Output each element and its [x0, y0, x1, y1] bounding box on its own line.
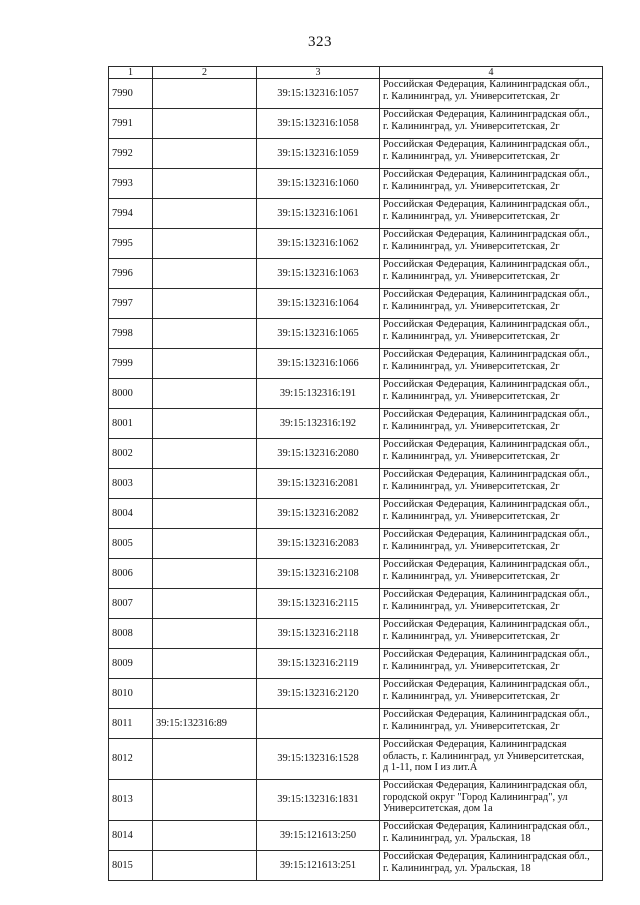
address-cell	[380, 139, 603, 169]
column-2-cell	[153, 109, 257, 139]
cadastral-number: 39:15:132316:2120	[257, 679, 380, 709]
address-cell	[380, 289, 603, 319]
column-2-cell	[153, 259, 257, 289]
cadastral-number: 39:15:132316:1058	[257, 109, 380, 139]
table-body	[109, 79, 603, 881]
column-2-cell	[153, 349, 257, 379]
address-line: Российская Федерация, Калининградская обл,	[383, 780, 588, 791]
column-2-cell	[153, 739, 257, 780]
table-row	[109, 649, 603, 679]
address-line: г. Калининград, ул. Университетская, 2г	[383, 150, 560, 162]
column-2-cell	[153, 649, 257, 679]
table-row	[109, 589, 603, 619]
address-line: Российская Федерация, Калининградская	[383, 739, 567, 750]
table-row	[109, 79, 603, 109]
address-cell	[380, 259, 603, 289]
cadastral-number: 39:15:121613:250	[257, 821, 380, 851]
row-number: 8015	[109, 851, 153, 881]
row-number: 7999	[109, 349, 153, 379]
table-header-row	[109, 67, 603, 79]
cadastral-number: 39:15:132316:1065	[257, 319, 380, 349]
row-number: 7998	[109, 319, 153, 349]
column-2-cell	[153, 821, 257, 851]
address-cell	[380, 199, 603, 229]
address-line: Российская Федерация, Калининградская обл.,	[383, 289, 590, 300]
row-number: 8005	[109, 529, 153, 559]
address-line: г. Калининград, ул. Университетская, 2г	[383, 120, 560, 132]
address-line: г. Калининград, ул. Университетская, 2г	[383, 210, 560, 222]
cadastral-number: 39:15:132316:2119	[257, 649, 380, 679]
address-cell	[380, 821, 603, 851]
row-number: 8000	[109, 379, 153, 409]
column-2-cell	[153, 439, 257, 469]
row-number: 8012	[109, 739, 153, 780]
column-2-cell	[153, 169, 257, 199]
address-cell	[380, 169, 603, 199]
address-line: Российская Федерация, Калининградская обл.,	[383, 469, 590, 480]
row-number: 7996	[109, 259, 153, 289]
column-2-cell	[153, 780, 257, 821]
table-row	[109, 559, 603, 589]
address-line: г. Калининград, ул. Университетская, 2г	[383, 720, 560, 732]
table-row	[109, 229, 603, 259]
column-2-cell	[153, 559, 257, 589]
column-2-cell	[153, 529, 257, 559]
address-line: Российская Федерация, Калининградская обл.,	[383, 379, 590, 390]
column-header-3: 3	[257, 67, 380, 79]
cadastral-number: 39:15:132316:1066	[257, 349, 380, 379]
cadastral-number: 39:15:132316:192	[257, 409, 380, 439]
column-2-cell	[153, 199, 257, 229]
cadastral-number: 39:15:132316:1831	[257, 780, 380, 821]
address-line: г. Калининград, ул. Университетская, 2г	[383, 180, 560, 192]
registry-table	[108, 66, 603, 881]
column-2-cell: 39:15:132316:89	[153, 709, 257, 739]
row-number: 8014	[109, 821, 153, 851]
row-number: 8003	[109, 469, 153, 499]
cadastral-number: 39:15:132316:1528	[257, 739, 380, 780]
row-number: 8006	[109, 559, 153, 589]
row-number: 7994	[109, 199, 153, 229]
row-number: 8001	[109, 409, 153, 439]
address-cell	[380, 499, 603, 529]
cadastral-number: 39:15:132316:1062	[257, 229, 380, 259]
address-line: Российская Федерация, Калининградская обл.,	[383, 349, 590, 360]
table-row	[109, 709, 603, 739]
cadastral-number: 39:15:132316:2082	[257, 499, 380, 529]
table-row	[109, 289, 603, 319]
row-number: 7995	[109, 229, 153, 259]
address-line: Российская Федерация, Калининградская обл.,	[383, 589, 590, 600]
table-row	[109, 529, 603, 559]
address-cell	[380, 349, 603, 379]
address-line: Российская Федерация, Калининградская обл.,	[383, 499, 590, 510]
table-row	[109, 679, 603, 709]
table-row	[109, 259, 603, 289]
address-line: область, г. Калининград, ул Университетская,	[383, 750, 585, 762]
column-2-cell	[153, 679, 257, 709]
address-line: г. Калининград, ул. Университетская, 2г	[383, 390, 560, 402]
address-line: Российская Федерация, Калининградская обл.,	[383, 169, 590, 180]
address-line: Российская Федерация, Калининградская обл.,	[383, 229, 590, 240]
address-cell	[380, 79, 603, 109]
address-cell	[380, 379, 603, 409]
address-line: Российская Федерация, Калининградская обл.,	[383, 439, 590, 450]
table-row	[109, 619, 603, 649]
address-line: Университетская, дом 1а	[383, 803, 493, 815]
address-line: Российская Федерация, Калининградская обл.,	[383, 679, 590, 690]
address-line: Российская Федерация, Калининградская обл.,	[383, 709, 590, 720]
address-line: Российская Федерация, Калининградская обл.,	[383, 319, 590, 330]
address-line: г. Калининград, ул. Университетская, 2г	[383, 660, 560, 672]
cadastral-number: 39:15:132316:1064	[257, 289, 380, 319]
cadastral-number: 39:15:132316:1059	[257, 139, 380, 169]
row-number: 8004	[109, 499, 153, 529]
address-line: Российская Федерация, Калининградская обл.,	[383, 409, 590, 420]
address-line: Российская Федерация, Калининградская обл.,	[383, 259, 590, 270]
table-row	[109, 780, 603, 821]
address-line: Российская Федерация, Калининградская обл.,	[383, 199, 590, 210]
cadastral-number: 39:15:132316:2118	[257, 619, 380, 649]
row-number: 8009	[109, 649, 153, 679]
table-row	[109, 109, 603, 139]
address-cell	[380, 109, 603, 139]
address-line: Российская Федерация, Калининградская обл.,	[383, 619, 590, 630]
address-cell	[380, 319, 603, 349]
address-cell	[380, 780, 603, 821]
row-number: 7992	[109, 139, 153, 169]
address-line: г. Калининград, ул. Университетская, 2г	[383, 570, 560, 582]
table-row	[109, 169, 603, 199]
address-line: г. Калининград, ул. Университетская, 2г	[383, 240, 560, 252]
column-2-cell	[153, 851, 257, 881]
table-row	[109, 739, 603, 780]
table-row	[109, 851, 603, 881]
address-cell	[380, 439, 603, 469]
address-cell	[380, 469, 603, 499]
row-number: 8013	[109, 780, 153, 821]
address-cell	[380, 589, 603, 619]
row-number: 7990	[109, 79, 153, 109]
address-line: г. Калининград, ул. Университетская, 2г	[383, 330, 560, 342]
address-line: г. Калининград, ул. Университетская, 2г	[383, 360, 560, 372]
address-line: г. Калининград, ул. Университетская, 2г	[383, 600, 560, 612]
row-number: 8007	[109, 589, 153, 619]
row-number: 8008	[109, 619, 153, 649]
row-number: 8011	[109, 709, 153, 739]
address-line: г. Калининград, ул. Университетская, 2г	[383, 630, 560, 642]
table-row	[109, 469, 603, 499]
column-2-cell	[153, 499, 257, 529]
address-cell	[380, 851, 603, 881]
address-cell	[380, 409, 603, 439]
table-row	[109, 821, 603, 851]
row-number: 7993	[109, 169, 153, 199]
table-row	[109, 379, 603, 409]
cadastral-number: 39:15:132316:1060	[257, 169, 380, 199]
column-2-cell	[153, 619, 257, 649]
table-row	[109, 349, 603, 379]
row-number: 8002	[109, 439, 153, 469]
address-line: Российская Федерация, Калининградская обл.,	[383, 821, 590, 832]
column-2-cell	[153, 319, 257, 349]
address-line: г. Калининград, ул. Университетская, 2г	[383, 540, 560, 552]
address-cell	[380, 679, 603, 709]
column-2-cell	[153, 289, 257, 319]
table-row	[109, 439, 603, 469]
column-2-cell	[153, 379, 257, 409]
address-line: г. Калининград, ул. Университетская, 2г	[383, 690, 560, 702]
table-row	[109, 319, 603, 349]
address-cell	[380, 619, 603, 649]
address-cell	[380, 649, 603, 679]
column-2-cell	[153, 409, 257, 439]
address-line: Российская Федерация, Калининградская обл.,	[383, 109, 590, 120]
address-line: г. Калининград, ул. Университетская, 2г	[383, 420, 560, 432]
address-line: г. Калининград, ул. Университетская, 2г	[383, 90, 560, 102]
address-line: г. Калининград, ул. Университетская, 2г	[383, 480, 560, 492]
column-header-4: 4	[380, 67, 603, 79]
address-line: Российская Федерация, Калининградская обл.,	[383, 529, 590, 540]
address-cell	[380, 229, 603, 259]
table-row	[109, 139, 603, 169]
cadastral-number: 39:15:132316:191	[257, 379, 380, 409]
column-2-cell	[153, 79, 257, 109]
address-line: г. Калининград, ул. Университетская, 2г	[383, 300, 560, 312]
cadastral-number: 39:15:132316:2080	[257, 439, 380, 469]
cadastral-number: 39:15:132316:2081	[257, 469, 380, 499]
cadastral-number: 39:15:132316:2108	[257, 559, 380, 589]
address-line: г. Калининград, ул. Университетская, 2г	[383, 450, 560, 462]
address-line: Российская Федерация, Калининградская обл.,	[383, 559, 590, 570]
address-line: г. Калининград, ул. Уральская, 18	[383, 832, 531, 844]
address-line: д 1-11, пом I из лит.А	[383, 762, 478, 774]
address-cell	[380, 709, 603, 739]
column-2-cell	[153, 229, 257, 259]
address-cell	[380, 529, 603, 559]
table-row	[109, 199, 603, 229]
address-line: Российская Федерация, Калининградская обл.,	[383, 851, 590, 862]
address-line: Российская Федерация, Калининградская обл.,	[383, 649, 590, 660]
address-cell	[380, 559, 603, 589]
address-line: г. Калининград, ул. Университетская, 2г	[383, 510, 560, 522]
cadastral-number: 39:15:121613:251	[257, 851, 380, 881]
address-line: г. Калининград, ул. Университетская, 2г	[383, 270, 560, 282]
page-number: 323	[308, 34, 332, 50]
column-2-cell	[153, 469, 257, 499]
address-line: Российская Федерация, Калининградская обл.,	[383, 79, 590, 90]
column-header-2: 2	[153, 67, 257, 79]
cadastral-number: 39:15:132316:1063	[257, 259, 380, 289]
cadastral-number: 39:15:132316:2083	[257, 529, 380, 559]
table-row	[109, 499, 603, 529]
cadastral-number: 39:15:132316:1061	[257, 199, 380, 229]
table-row	[109, 409, 603, 439]
row-number: 7997	[109, 289, 153, 319]
column-header-1: 1	[109, 67, 153, 79]
cadastral-number: 39:15:132316:1057	[257, 79, 380, 109]
column-2-cell	[153, 139, 257, 169]
row-number: 7991	[109, 109, 153, 139]
address-line: г. Калининград, ул. Уральская, 18	[383, 862, 531, 874]
address-line: Российская Федерация, Калининградская обл.,	[383, 139, 590, 150]
address-line: городской округ "Город Калининград", ул	[383, 791, 568, 803]
row-number: 8010	[109, 679, 153, 709]
column-2-cell	[153, 589, 257, 619]
cadastral-number	[257, 709, 380, 739]
address-cell	[380, 739, 603, 780]
cadastral-number: 39:15:132316:2115	[257, 589, 380, 619]
